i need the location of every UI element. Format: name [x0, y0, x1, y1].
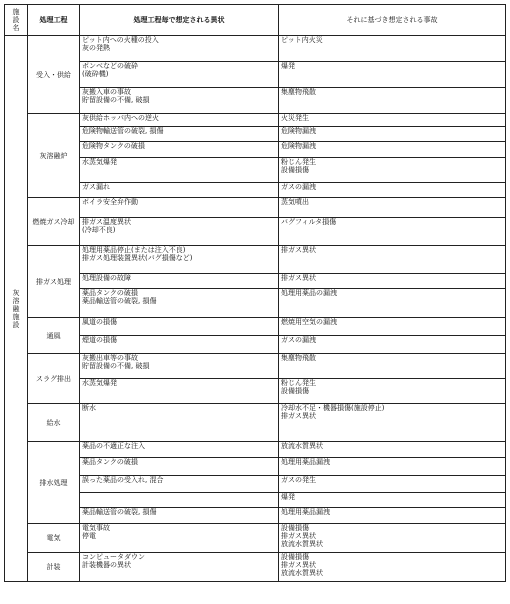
anomaly-line: (破砕機) [82, 70, 109, 78]
header-accident: それに基づき想定される事故 [279, 5, 506, 36]
facility-name: 灰溶融施設 [12, 288, 20, 329]
anomaly-cell [80, 379, 279, 404]
anomaly-line: 処理設備の故障 [82, 274, 131, 282]
anomaly-line: (冷却不良) [82, 226, 116, 234]
table-row [5, 88, 506, 114]
accident-line: 粉じん発生 [281, 158, 316, 166]
anomaly-cell [80, 442, 279, 458]
anomaly-cell [80, 476, 279, 493]
accident-cell [279, 142, 506, 158]
table-row [5, 142, 506, 158]
accident-line: バグフィルタ損傷 [281, 218, 337, 226]
accident-cell [279, 36, 506, 62]
accident-cell [279, 442, 506, 458]
table-row [5, 476, 506, 493]
process-cell: 燃焼ガス冷却 [28, 198, 80, 246]
accident-cell [279, 246, 506, 274]
table-row [5, 336, 506, 354]
anomaly-line: 断水 [82, 404, 96, 412]
anomaly-cell [80, 493, 279, 508]
anomaly-line: 薬品タンクの破損 [82, 458, 138, 466]
anomaly-cell [80, 274, 279, 289]
anomaly-cell [80, 354, 279, 379]
process-cell: 受入・供給 [28, 36, 80, 114]
accident-line: 排ガス異状 [281, 246, 316, 254]
anomaly-line: 灰の発熱 [82, 44, 110, 52]
table-row [5, 183, 506, 198]
accident-cell [279, 274, 506, 289]
anomaly-cell [80, 158, 279, 183]
accident-cell [279, 476, 506, 493]
header-row [5, 5, 506, 36]
anomaly-line: 排ガス処理装置異状(バグ損傷など) [82, 254, 193, 262]
process-cell: 電気 [28, 524, 80, 553]
table-row [5, 508, 506, 524]
anomaly-line: ピット内への火種の投入 [82, 36, 159, 44]
anomaly-cell [80, 127, 279, 142]
accident-line: 処理用薬品の漏洩 [281, 289, 337, 297]
accident-line: 設備損傷 [281, 553, 309, 561]
anomaly-cell [80, 553, 279, 582]
anomaly-cell [80, 289, 279, 318]
accident-cell [279, 88, 506, 114]
accident-line: 設備損傷 [281, 524, 309, 532]
table-row [5, 127, 506, 142]
table-row [5, 158, 506, 183]
accident-line: ピット内火災 [281, 36, 323, 44]
anomaly-line: 灰搬出車等の事故 [82, 354, 138, 362]
table-row [5, 553, 506, 582]
table-row [5, 114, 506, 127]
anomaly-line: 計装機器の異状 [82, 561, 131, 569]
accident-line: 排ガス異状 [281, 274, 316, 282]
process-cell: スラグ排出 [28, 354, 80, 404]
table-row [5, 274, 506, 289]
accident-line: 放流水質異状 [281, 569, 323, 577]
facility-cell [5, 36, 28, 582]
table-row [5, 493, 506, 508]
table-row [5, 458, 506, 476]
accident-cell [279, 198, 506, 218]
anomaly-line: 電気事故 [82, 524, 110, 532]
accident-cell [279, 524, 506, 553]
anomaly-cell [80, 142, 279, 158]
anomaly-line: 灰搬入車の事故 [82, 88, 131, 96]
table-row [5, 289, 506, 318]
header-anomaly: 処理工程毎で想定される異状 [80, 5, 279, 36]
accident-cell [279, 114, 506, 127]
accident-cell [279, 183, 506, 198]
anomaly-line: 煙道の損傷 [82, 336, 117, 344]
anomaly-cell [80, 318, 279, 336]
accident-line: 排ガス異状 [281, 532, 316, 540]
accident-line: 処理用薬品漏洩 [281, 508, 330, 516]
accident-line: 粉じん発生 [281, 379, 316, 387]
accident-line: 処理用薬品漏洩 [281, 458, 330, 466]
process-cell: 通風 [28, 318, 80, 354]
accident-cell [279, 62, 506, 88]
anomaly-line: 薬品の不適正な注入 [82, 442, 145, 450]
accident-line: 危険物漏洩 [281, 142, 316, 150]
accident-table [4, 4, 506, 582]
anomaly-cell [80, 183, 279, 198]
anomaly-cell [80, 88, 279, 114]
accident-line: 冷却水不足・機器損傷(施設停止) [281, 404, 385, 412]
anomaly-line: 薬品輸送管の破裂, 損傷 [82, 508, 157, 516]
table-row [5, 379, 506, 404]
anomaly-line: 薬品輸送管の破裂, 損傷 [82, 297, 157, 305]
table-row [5, 354, 506, 379]
table-row [5, 62, 506, 88]
anomaly-line: ガス漏れ [82, 183, 110, 191]
accident-line: 危険物漏洩 [281, 127, 316, 135]
anomaly-line: 処理用薬品停止(または注入不良) [82, 246, 186, 254]
anomaly-line: 危険物輸送管の破裂, 損傷 [82, 127, 164, 135]
anomaly-line: 貯留設備の不備, 破損 [82, 362, 150, 370]
process-cell: 給水 [28, 404, 80, 442]
accident-cell [279, 458, 506, 476]
accident-line: ガスの漏洩 [281, 183, 316, 191]
anomaly-cell [80, 246, 279, 274]
accident-line: 排ガス異状 [281, 412, 316, 420]
header-process: 処理工程 [28, 5, 80, 36]
table-row [5, 198, 506, 218]
anomaly-line: コンピュータダウン [82, 553, 145, 561]
accident-line: ガスの漏洩 [281, 336, 316, 344]
anomaly-line: 誤った薬品の受入れ, 混合 [82, 476, 164, 484]
anomaly-cell [80, 336, 279, 354]
accident-line: 爆発 [281, 493, 295, 501]
accident-line: 放流水質異状 [281, 442, 323, 450]
table-body [5, 36, 506, 582]
accident-line: ガスの発生 [281, 476, 316, 484]
table-row [5, 218, 506, 246]
table-row [5, 442, 506, 458]
anomaly-cell [80, 508, 279, 524]
accident-cell [279, 318, 506, 336]
accident-cell [279, 289, 506, 318]
process-cell: 灰溶融炉 [28, 114, 80, 198]
anomaly-cell [80, 524, 279, 553]
anomaly-line: 危険物タンクの破損 [82, 142, 145, 150]
accident-cell [279, 127, 506, 142]
anomaly-line: 貯留設備の不備, 破損 [82, 96, 150, 104]
process-cell: 計装 [28, 553, 80, 582]
table-row [5, 524, 506, 553]
accident-cell [279, 508, 506, 524]
accident-cell [279, 354, 506, 379]
anomaly-cell [80, 36, 279, 62]
anomaly-line: ボイラ安全弁作動 [82, 198, 138, 206]
accident-line: 設備損傷 [281, 387, 309, 395]
anomaly-cell [80, 114, 279, 127]
anomaly-line: 灰供給ホッパ内への逆火 [82, 114, 159, 122]
anomaly-line: 薬品タンクの破損 [82, 289, 138, 297]
accident-cell [279, 218, 506, 246]
accident-line: 火災発生 [281, 114, 309, 122]
accident-cell [279, 379, 506, 404]
anomaly-line: 水蒸気爆発 [82, 158, 117, 166]
anomaly-line: ボンベなどの破砕 [82, 62, 138, 70]
anomaly-line: 停電 [82, 532, 96, 540]
accident-cell [279, 493, 506, 508]
process-cell: 排ガス処理 [28, 246, 80, 318]
anomaly-cell [80, 404, 279, 442]
table-row [5, 246, 506, 274]
anomaly-cell [80, 62, 279, 88]
accident-line: 爆発 [281, 62, 295, 70]
accident-cell [279, 336, 506, 354]
table-row [5, 36, 506, 62]
accident-line: 放流水質異状 [281, 540, 323, 548]
anomaly-line: 排ガス温度異状 [82, 218, 131, 226]
anomaly-cell [80, 458, 279, 476]
accident-line: 燃焼用空気の漏洩 [281, 318, 337, 326]
accident-line: 集塵物飛散 [281, 354, 316, 362]
accident-table-sheet [4, 4, 505, 582]
anomaly-line: 水蒸気爆発 [82, 379, 117, 387]
accident-cell [279, 158, 506, 183]
anomaly-line: 風道の損傷 [82, 318, 117, 326]
header-facility: 施設名 [5, 5, 28, 36]
table-row [5, 404, 506, 442]
accident-cell [279, 404, 506, 442]
accident-line: 集塵物飛散 [281, 88, 316, 96]
accident-line: 蒸気噴出 [281, 198, 309, 206]
table-row [5, 318, 506, 336]
accident-cell [279, 553, 506, 582]
accident-line: 設備損傷 [281, 166, 309, 174]
anomaly-cell [80, 198, 279, 218]
anomaly-cell [80, 218, 279, 246]
accident-line: 排ガス異状 [281, 561, 316, 569]
process-cell: 排水処理 [28, 442, 80, 524]
